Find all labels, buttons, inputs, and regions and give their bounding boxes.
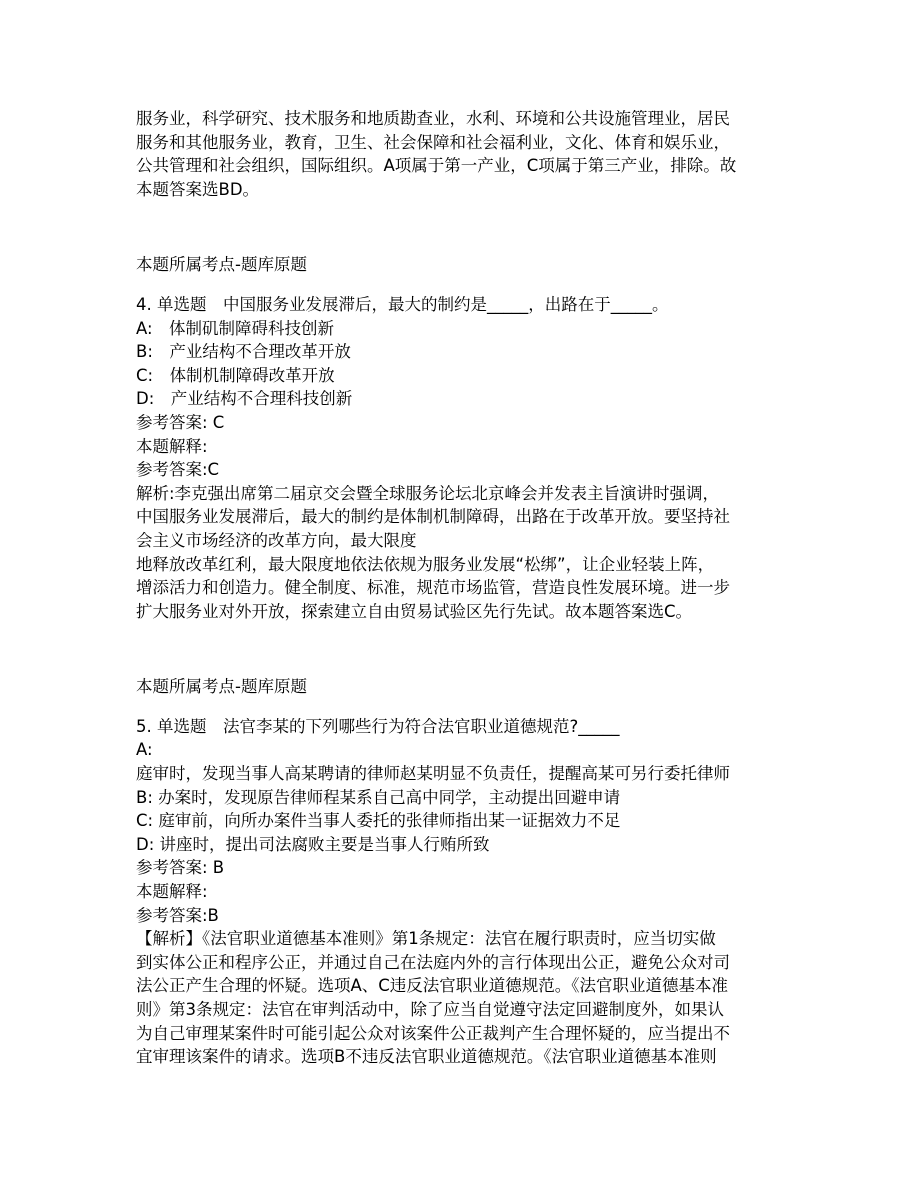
analysis-line: 为自己审理某案件时可能引起公众对该案件公正裁判产生合理怀疑的，应当提出不 <box>136 1023 730 1043</box>
analysis-line: 法公正产生合理的怀疑。选项A、C违反法官职业道德规范。《法官职业道德基本准 <box>136 976 729 996</box>
spacer <box>136 201 796 253</box>
text-line: 公共管理和社会组织，国际组织。A项属于第一产业，C项属于第三产业，排除。故 <box>136 156 737 176</box>
option-c: C: 庭审前，向所办案件当事人委托的张律师指出某一证据效力不足 <box>136 811 621 831</box>
question-5 <box>136 715 796 1069</box>
option-b: B: 办案时，发现原告律师程某系自己高中同学，主动提出回避申请 <box>136 787 621 807</box>
analysis-line: 增添活力和创造力。健全制度、标准，规范市场监管，营造良性发展环境。进一步 <box>136 578 730 598</box>
analysis-line: 【解析】《法官职业道德基本准则》第1条规定：法官在履行职责时，应当切实做 <box>136 929 716 949</box>
answer-repeat: 参考答案:B <box>136 905 219 925</box>
option-c: C: 体制机制障碍改革开放 <box>136 365 335 385</box>
analysis-line: 到实体公正和程序公正，并通过自己在法庭内外的言行体现出公正，避免公众对司 <box>136 952 730 972</box>
option-d: D: 产业结构不合理科技创新 <box>136 389 353 409</box>
text-line: 服务和其他服务业，教育，卫生、社会保障和社会福利业，文化、体育和娱乐业， <box>136 132 730 152</box>
analysis-line: 地释放改革红利，最大限度地依法依规为服务业发展“松绑”，让企业轻装上阵， <box>136 554 715 574</box>
analysis-line: 则》第3条规定：法官在审判活动中，除了应当自觉遵守法定回避制度外，如果认 <box>136 1000 724 1019</box>
spacer <box>136 623 796 675</box>
spacer <box>136 277 796 293</box>
answer: 参考答案: C <box>136 412 225 432</box>
spacer <box>136 699 796 715</box>
analysis-line: 扩大服务业对外开放，探索建立自由贸易试验区先行先试。故本题答案选C。 <box>136 601 693 621</box>
option-a: A: <box>136 740 153 760</box>
option-d: D: 讲座时，提出司法腐败主要是当事人行贿所致 <box>136 834 490 854</box>
analysis-line: 会主义市场经济的改革方向，最大限度 <box>136 530 417 550</box>
explanation-label: 本题解释: <box>136 882 208 902</box>
intro-paragraph <box>136 107 796 201</box>
answer-repeat: 参考答案:C <box>136 460 220 480</box>
question-title: 5. 单选题 法官李某的下列哪些行为符合法官职业道德规范?_____ <box>136 716 620 736</box>
analysis-line: 宜审理该案件的请求。选项B不违反法官职业道德规范。《法官职业道德基本准则 <box>136 1047 717 1067</box>
option-a: A: 体制矶制障碍科技创新 <box>136 318 335 338</box>
explanation-label: 本题解释: <box>136 436 208 456</box>
question-4 <box>136 293 796 623</box>
answer: 参考答案: B <box>136 858 225 878</box>
question-title: 4. 单选题 中国服务业发展滞后，最大的制约是_____，出路在于_____。 <box>136 294 669 314</box>
document-page <box>136 107 796 1069</box>
section-label: 本题所属考点-题库原题 <box>136 255 307 275</box>
section-label: 本题所属考点-题库原题 <box>136 677 307 697</box>
text-line: 本题答案选BD。 <box>136 179 260 199</box>
analysis-line: 解析:李克强出席第二届京交会暨全球服务论坛北京峰会并发表主旨演讲时强调， <box>136 483 720 503</box>
text-line: 服务业，科学研究、技术服务和地质勘查业，水利、环境和公共设施管理业，居民 <box>136 109 730 128</box>
option-b: B: 产业结构不合理改革开放 <box>136 342 351 362</box>
option-a-text: 庭审时，发现当事人高某聘请的律师赵某明显不负责任，提醒高某可另行委托律师 <box>136 764 730 784</box>
analysis-line: 中国服务业发展滞后，最大的制约是体制机制障碍，出路在于改革开放。要坚持社 <box>136 507 730 527</box>
